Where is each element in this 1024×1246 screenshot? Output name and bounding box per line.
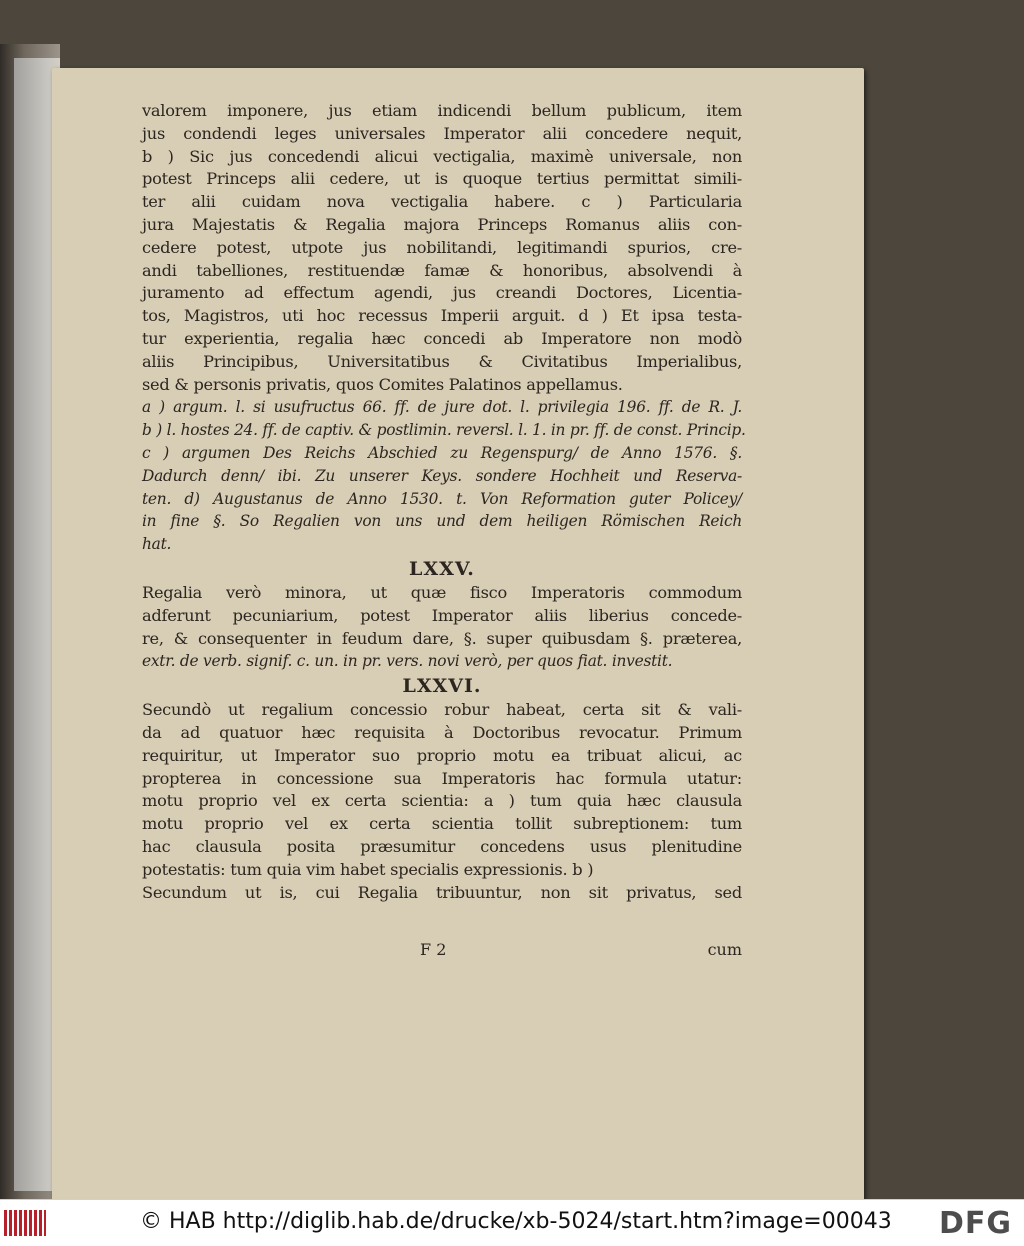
dfg-logo: DFG [938, 1206, 1012, 1241]
text-line: jus condendi leges universales Imperator alii concedere nequit, [142, 123, 742, 143]
footnote-line: c ) argumen Des Reichs Abschied zu Regenspurg/ de Anno 1576. §. [142, 443, 742, 462]
section-heading: LXXVI. [402, 675, 482, 698]
text-line: propterea in concessione sua Imperatoris hac formula utatur: [142, 768, 742, 788]
signature-mark: F 2 [420, 940, 447, 959]
text-line: tur experientia, regalia hæc concedi ab Imperatore non modò [142, 328, 742, 348]
text-line: motu proprio vel ex certa scientia tollit subreptionem: tum [142, 814, 742, 834]
footnote-line: hat. [142, 535, 172, 554]
text-line: valorem imponere, jus etiam indicendi bellum publicum, item [142, 101, 742, 120]
copyright-url-link[interactable]: © HAB http://diglib.hab.de/drucke/xb-5024/start.htm?image=00043 [140, 1209, 892, 1234]
text-line: adferunt pecuniarium, potest Imperator aliis liberius concede- [142, 605, 742, 625]
text-line: b ) Sic jus concedendi alicui vectigalia, maximè universale, non [142, 146, 742, 166]
footnote-line: a ) argum. l. si usufructus 66. ff. de jure dot. l. privilegia 196. ff. de R. J. [142, 398, 742, 417]
footer-bar [0, 1199, 1024, 1246]
text-line: Secundum ut is, cui Regalia tribuuntur, non sit privatus, sed [142, 882, 742, 902]
text-line: tos, Magistros, uti hoc recessus Imperii arguit. d ) Et ipsa testa- [142, 306, 742, 326]
footnote-line: in fine §. So Regalien von uns und dem heiligen Römischen Reich [142, 512, 742, 531]
page-text [142, 100, 746, 904]
text-line: andi tabelliones, restituendæ famæ & honoribus, absolvendi à [142, 260, 742, 280]
page-signature-row [142, 940, 742, 962]
text-line: ter alii cuidam nova vectigalia habere. c ) Particularia [142, 192, 742, 212]
text-line: Regalia verò minora, ut quæ fisco Imperatoris commodum [142, 582, 742, 602]
text-line: extr. de verb. signif. c. un. in pr. vers. novi verò, per quos fiat. investit. [142, 652, 673, 671]
text-line: aliis Principibus, Universitatibus & Civitatibus Imperialibus, [142, 351, 742, 371]
text-line: jura Majestatis & Regalia majora Princeps Romanus aliis con- [142, 214, 742, 234]
hab-logo-icon [4, 1210, 46, 1236]
text-line: hac clausula posita præsumitur concedens usus plenitudine [142, 836, 742, 856]
catchword: cum [707, 940, 742, 959]
text-line: juramento ad effectum agendi, jus creandi Doctores, Licentia- [142, 283, 742, 303]
text-line: sed & personis privatis, quos Comites Palatinos appellamus. [142, 374, 623, 394]
footnote-line: ten. d) Augustanus de Anno 1530. t. Von Reformation guter Policey/ [142, 489, 742, 508]
text-line: potest Princeps alii cedere, ut is quoque tertius permittat simili- [142, 169, 742, 189]
text-line: potestatis: tum quia vim habet specialis expressionis. b ) [142, 859, 594, 879]
text-line: cedere potest, utpote jus nobilitandi, legitimandi spurios, cre- [142, 237, 742, 257]
text-line: requiritur, ut Imperator suo proprio motu ea tribuat alicui, ac [142, 745, 742, 765]
footnote-line: b ) l. hostes 24. ff. de captiv. & postlimin. reversl. l. 1. in pr. ff. de const. Princip. [142, 421, 746, 440]
book-page [52, 68, 864, 1201]
text-line: re, & consequenter in feudum dare, §. super quibusdam §. præterea, [142, 628, 742, 648]
footnote-line: Dadurch denn/ ibi. Zu unserer Keys. sondere Hochheit und Reserva- [142, 466, 742, 485]
section-heading: LXXV. [409, 557, 475, 580]
text-line: da ad quatuor hæc requisita à Doctoribus revocatur. Primum [142, 722, 742, 742]
text-line: Secundò ut regalium concessio robur habeat, certa sit & vali- [142, 700, 742, 720]
text-line: motu proprio vel ex certa scientia: a ) tum quia hæc clausula [142, 791, 742, 811]
